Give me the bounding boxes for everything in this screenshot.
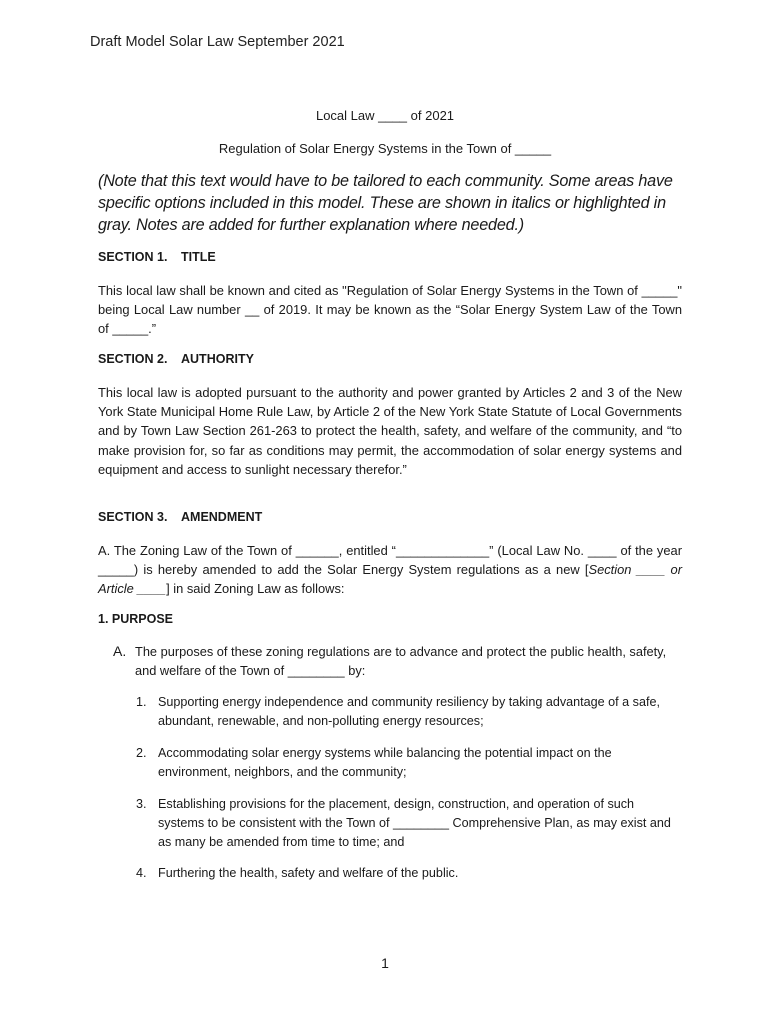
section-3-number: SECTION 3. xyxy=(98,510,168,524)
purpose-item-text: Establishing provisions for the placement, design, construction, and operation of such systems to be consistent with the Town of ________ Comprehensive Plan, as may exist and as many be amended from time to time; and xyxy=(158,797,671,849)
purpose-a-label: A. xyxy=(113,643,127,659)
purpose-item-number: 3. xyxy=(136,797,147,811)
section-1-text: This local law shall be known and cited as "Regulation of Solar Energy Systems in the Town of _____" being Local Law number __ of 2019. It may be known as the “Solar Energy System Law of the Town of _____.” xyxy=(98,283,682,337)
section-2-text: This local law is adopted pursuant to the authority and power granted by Articles 2 and 3 of the New York State Municipal Home Rule Law, by Article 2 of the New York State Statute of Local Governments and by Town Law Section 261-263 to protect the health, safety, and welfare of the community, and “to make provision for, so far as conditions may permit, the accommodation of solar energy systems and equipment and access to sunlight necessary therefor.” xyxy=(98,385,682,477)
law-title: Local Law ____ of 2021 xyxy=(315,108,455,123)
purpose-item-number: 1. xyxy=(136,695,147,709)
editorial-note: (Note that this text would have to be tailored to each community. Some areas have specific options included in this model. These are shown in italics or highlighted in gray. Notes are added for further explanation where needed.) xyxy=(98,172,673,234)
purpose-a-text: The purposes of these zoning regulations are to advance and protect the public health, safety, and welfare of the Town of ________ by: xyxy=(135,644,667,678)
section-1-title: TITLE xyxy=(181,250,216,264)
section-1-heading xyxy=(98,250,216,264)
section-3-heading xyxy=(98,510,262,524)
section-3-title: AMENDMENT xyxy=(181,510,263,524)
purpose-item-text: Furthering the health, safety and welfare of the public. xyxy=(158,866,459,880)
law-subtitle: Regulation of Solar Energy Systems in the Town of _____ xyxy=(218,141,552,156)
section-3-text xyxy=(98,541,682,599)
purpose-item-number: 4. xyxy=(136,866,147,880)
page-number: 1 xyxy=(381,955,389,971)
purpose-item-text: Supporting energy independence and community resiliency by taking advantage of a safe, abundant, renewable, and non-polluting energy resources; xyxy=(158,695,660,728)
section-1-number: SECTION 1. xyxy=(98,250,168,264)
section-3-text-a: A. The Zoning Law of the Town of ______, entitled “_____________” (Local Law No. ____ of the year _____) is hereby amended to add the Solar Energy System regulations as a new [ xyxy=(98,543,682,578)
running-header: Draft Model Solar Law September 2021 xyxy=(90,34,345,50)
section-2-heading xyxy=(98,352,254,366)
purpose-item-text: Accommodating solar energy systems while balancing the potential impact on the environment, neighbors, and the community; xyxy=(158,746,612,779)
purpose-item-number: 2. xyxy=(136,746,147,760)
purpose-heading: 1. PURPOSE xyxy=(98,612,174,626)
section-3-text-b: ] in said Zoning Law as follows: xyxy=(166,581,345,597)
section-2-number: SECTION 2. xyxy=(98,352,168,366)
section-3-text-italic: Section ____ or Article ____ xyxy=(98,562,682,597)
section-2-title: AUTHORITY xyxy=(181,352,254,366)
